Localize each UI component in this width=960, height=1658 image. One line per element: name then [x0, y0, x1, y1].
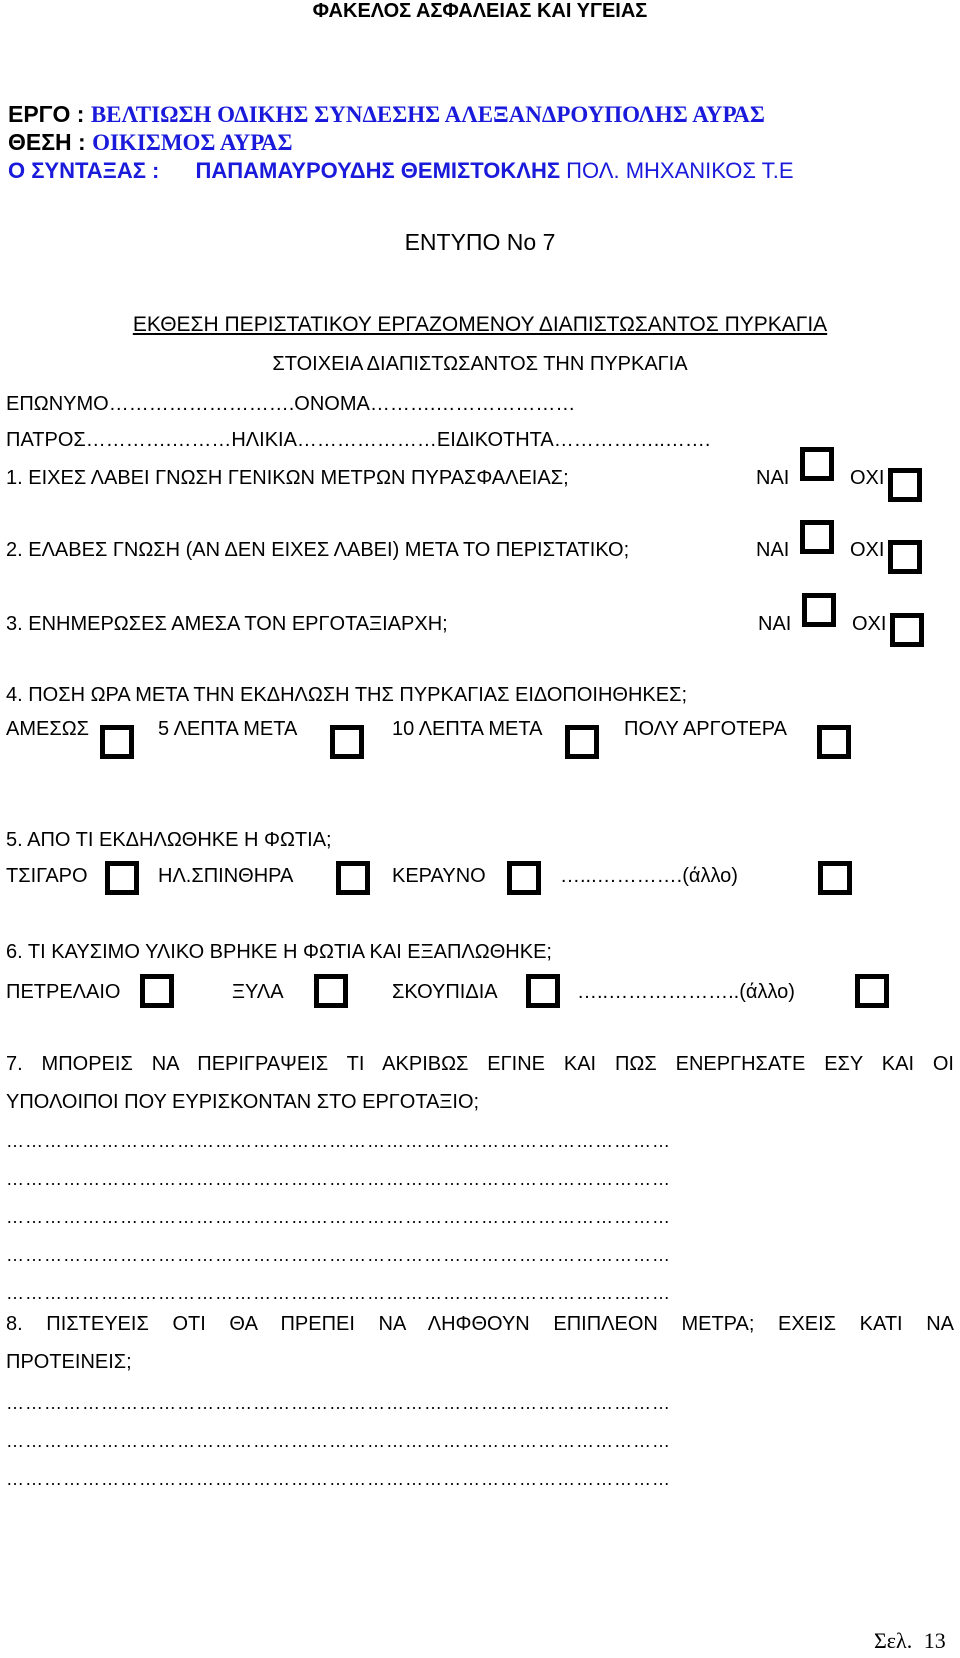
q4-option-label: 5 ΛΕΠΤΑ ΜΕΤΑ [158, 718, 298, 740]
q1-no-label: ΟΧΙ [850, 467, 885, 489]
q4-option-label: 10 ΛΕΠΤΑ ΜΕΤΑ [392, 718, 543, 740]
question-5: 5. ΑΠΟ ΤΙ ΕΚΔΗΛΩΘΗΚΕ Η ΦΩΤΙΑ; [6, 829, 332, 851]
q4-option-label: ΑΜΕΣΩΣ [6, 718, 90, 740]
q5-option-label: ΗΛ.ΣΠΙΝΘΗΡΑ [158, 865, 294, 887]
q6-option-checkbox[interactable] [314, 974, 348, 1008]
q5-option-checkbox[interactable] [105, 861, 139, 895]
project-line [8, 100, 765, 129]
q5-option-label: ΤΣΙΓΑΡΟ [6, 865, 88, 887]
document-header: ΦΑΚΕΛΟΣ ΑΣΦΑΛΕΙΑΣ ΚΑΙ ΥΓΕΙΑΣ [312, 0, 648, 22]
q1-yes-label: ΝΑΙ [756, 467, 790, 489]
q3-no-checkbox[interactable] [890, 613, 924, 647]
q4-option-checkbox[interactable] [330, 725, 364, 759]
answer-line[interactable]: …………………………………………………………………………………………… [6, 1207, 671, 1227]
q5-option-other: …...………….(άλλο) [560, 865, 738, 887]
question-8-continued: ΠΡΟΤΕΙΝΕΙΣ; [6, 1351, 132, 1373]
name-fields-line: ΕΠΩΝΥΜΟ……………………….ΟΝΟΜΑ……….………………… [6, 393, 576, 415]
project-value: ΒΕΛΤΙΩΣΗ ΟΔΙΚΗΣ ΣΥΝΔΕΣΗΣ ΑΛΕΞΑΝΔΡΟΥΠΟΛΗΣ ΑΥΡΑΣ [90, 102, 765, 127]
q2-no-label: ΟΧΙ [850, 539, 885, 561]
form-title [0, 312, 960, 338]
father-age-specialty-line: ΠΑΤΡΟΣ………….………ΗΛΙΚΙΑ…………………ΕΙΔΙΚΟΤΗΤΑ……………..……. [6, 429, 711, 451]
q6-other-checkbox[interactable] [855, 974, 889, 1008]
form-title-text: ΕΚΘΕΣΗ ΠΕΡΙΣΤΑΤΙΚΟΥ ΕΡΓΑΖΟΜΕΝΟΥ ΔΙΑΠΙΣΤΩΣΑΝΤΟΣ ΠΥΡΚΑΓΙΑ [132, 313, 828, 336]
question-2: 2. ΕΛΑΒΕΣ ΓΝΩΣΗ (ΑΝ ΔΕΝ ΕΙΧΕΣ ΛΑΒΕΙ) ΜΕΤΑ ΤΟ ΠΕΡΙΣΤΑΤΙΚΟ; [6, 539, 630, 561]
question-1: 1. ΕΙΧΕΣ ΛΑΒΕΙ ΓΝΩΣΗ ΓΕΝΙΚΩΝ ΜΕΤΡΩΝ ΠΥΡΑΣΦΑΛΕΙΑΣ; [6, 467, 569, 489]
form-subtitle: ΣΤΟΙΧΕΙΑ ΔΙΑΠΙΣΤΩΣΑΝΤΟΣ ΤΗΝ ΠΥΡΚΑΓΙΑ [272, 353, 688, 375]
page-footer [874, 1628, 946, 1654]
answer-line[interactable]: …………………………………………………………………………………………… [6, 1431, 671, 1451]
answer-line[interactable]: …………………………………………………………………………………………… [6, 1245, 671, 1265]
q6-option-checkbox[interactable] [140, 974, 174, 1008]
q1-yes-checkbox[interactable] [800, 447, 834, 481]
question-7-continued: ΥΠΟΛΟΙΠΟΙ ΠΟΥ ΕΥΡΙΣΚΟΝΤΑΝ ΣΤΟ ΕΡΓΟΤΑΞΙΟ; [6, 1091, 480, 1113]
author-label: Ο ΣΥΝΤΑΞΑΣ : [8, 158, 160, 183]
q1-no-checkbox[interactable] [888, 468, 922, 502]
q4-option-checkbox[interactable] [565, 725, 599, 759]
q2-no-checkbox[interactable] [888, 540, 922, 574]
question-8: 8. ΠΙΣΤΕΥΕΙΣ ΟΤΙ ΘΑ ΠΡΕΠΕΙ ΝΑ ΛΗΦΘΟΥΝ ΕΠΙΠΛΕΟΝ ΜΕΤΡΑ; ΕΧΕΙΣ ΚΑΤΙ ΝΑ [6, 1313, 954, 1335]
question-3: 3. ΕΝΗΜΕΡΩΣΕΣ ΑΜΕΣΑ ΤΟΝ ΕΡΓΟΤΑΞΙΑΡΧΗ; [6, 613, 448, 635]
author-line [8, 158, 794, 184]
location-value: ΟΙΚΙΣΜΟΣ ΑΥΡΑΣ [92, 130, 293, 155]
page-label: Σελ. [874, 1628, 913, 1653]
q2-yes-label: ΝΑΙ [756, 539, 790, 561]
question-7: 7. ΜΠΟΡΕΙΣ ΝΑ ΠΕΡΙΓΡΑΨΕΙΣ ΤΙ ΑΚΡΙΒΩΣ ΕΓΙΝΕ ΚΑΙ ΠΩΣ ΕΝΕΡΓΗΣΑΤΕ ΕΣΥ ΚΑΙ ΟΙ [6, 1053, 954, 1075]
q5-option-label: ΚΕΡΑΥΝΟ [392, 865, 486, 887]
question-6: 6. ΤΙ ΚΑΥΣΙΜΟ ΥΛΙΚΟ ΒΡΗΚΕ Η ΦΩΤΙΑ ΚΑΙ ΕΞΑΠΛΩΘΗΚΕ; [6, 941, 552, 963]
page-number: 13 [923, 1628, 946, 1653]
q3-yes-checkbox[interactable] [802, 593, 836, 627]
q4-option-checkbox[interactable] [817, 725, 851, 759]
q4-option-checkbox[interactable] [100, 725, 134, 759]
q6-option-checkbox[interactable] [526, 974, 560, 1008]
q6-option-other: …..………………..(άλλο) [577, 981, 795, 1003]
answer-line[interactable]: …………………………………………………………………………………………… [6, 1393, 671, 1413]
q4-option-label: ΠΟΛΥ ΑΡΓΟΤΕΡΑ [624, 718, 787, 740]
q6-option-label: ΞΥΛΑ [232, 981, 284, 1003]
q5-option-checkbox[interactable] [507, 861, 541, 895]
location-label: ΘΕΣΗ : [8, 129, 86, 155]
author-title: ΠΟΛ. ΜΗΧΑΝΙΚΟΣ Τ.Ε [566, 158, 794, 183]
q3-no-label: ΟΧΙ [852, 613, 887, 635]
answer-line[interactable]: …………………………………………………………………………………………… [6, 1283, 671, 1303]
question-4: 4. ΠΟΣΗ ΩΡΑ ΜΕΤΑ ΤΗΝ ΕΚΔΗΛΩΣΗ ΤΗΣ ΠΥΡΚΑΓΙΑΣ ΕΙΔΟΠΟΙΗΘΗΚΕΣ; [6, 684, 688, 706]
q6-option-label: ΠΕΤΡΕΛΑΙΟ [6, 981, 121, 1003]
q6-option-label: ΣΚΟΥΠΙΔΙΑ [392, 981, 498, 1003]
q3-yes-label: ΝΑΙ [758, 613, 792, 635]
answer-line[interactable]: …………………………………………………………………………………………… [6, 1131, 671, 1151]
q5-option-checkbox[interactable] [336, 861, 370, 895]
q5-other-checkbox[interactable] [818, 861, 852, 895]
form-number: ΕΝΤΥΠΟ Νο 7 [404, 229, 556, 255]
project-label: ΕΡΓΟ : [8, 101, 85, 127]
answer-line[interactable]: …………………………………………………………………………………………… [6, 1469, 671, 1489]
answer-line[interactable]: …………………………………………………………………………………………… [6, 1169, 671, 1189]
author-name: ΠΑΠΑΜΑΥΡΟΥΔΗΣ ΘΕΜΙΣΤΟΚΛΗΣ [195, 158, 561, 183]
location-line [8, 128, 293, 157]
q2-yes-checkbox[interactable] [800, 520, 834, 554]
